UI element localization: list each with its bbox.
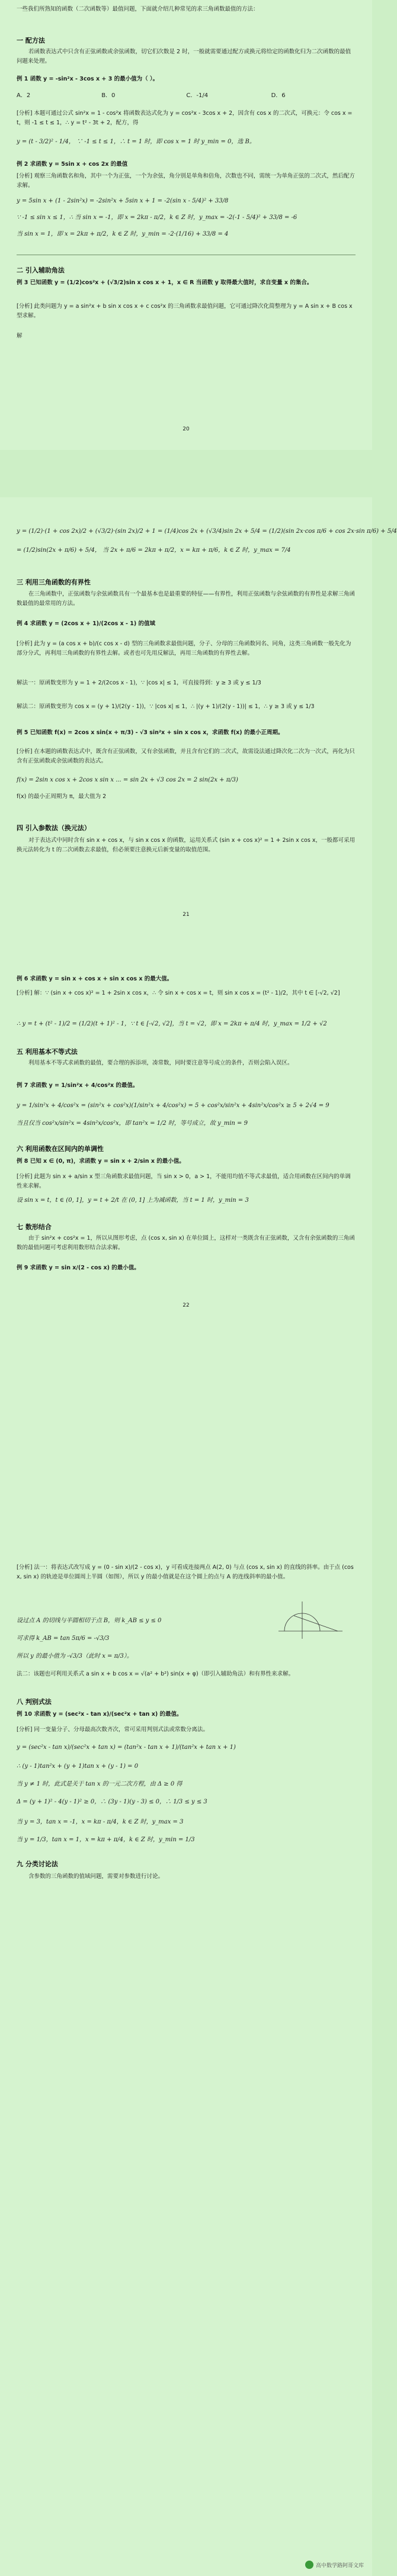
- example-9-eq2: 可求得 k_AB = tan 5π/6 = -√3/3: [17, 1635, 110, 1642]
- section-4-heading: 四 引入参数法（换元法）: [17, 824, 91, 832]
- example-7-eq2: 当且仅当 cos²x/sin²x = 4sin²x/cos²x，即 tan²x = 1/2 时，等号成立，故 y_min = 9: [17, 1120, 248, 1127]
- example-5-result: f(x) 的最小正周期为 π，最大值为 2: [17, 793, 107, 800]
- example-9-analysis-2: 法二：该题也可利用关系式 a sin x + b cos x = √(a² + b²) sin(x + φ)（即引入辅助角法）和有界性来求解。: [17, 1671, 294, 1677]
- example-8-equation: 设 sin x = t，t ∈ (0, 1]，y = t + 2/t 在 (0, 1] 上为减函数，当 t = 1 时，y_min = 3: [17, 1197, 249, 1204]
- example-9-eq3: 所以 y 的最小值为 -√3/3（此时 x = π/3）。: [17, 1653, 133, 1660]
- option-c: C．-1/4: [186, 92, 209, 99]
- example-3-eq1: y = (1/2)·(1 + cos 2x)/2 + (√3/2)·(sin 2x)/2 + 1 = (1/4)cos 2x + (√3/4)sin 2x + 5/4 = (1/2)(sin 2x·cos π/6 + cos 2x·sin π/6) + 5/4: [17, 528, 397, 535]
- watermark: [305, 2561, 364, 2569]
- example-7: 例 7 求函数 y = 1/sin²x + 4/cos²x 的最值。: [17, 1082, 139, 1089]
- example-5-equation: f(x) = 2sin x cos x + 2cos x sin x ... = sin 2x + √3 cos 2x = 2 sin(2x + π/3): [17, 777, 238, 783]
- section-7-heading: 七 数形结合: [17, 1223, 52, 1231]
- example-10: 例 10 求函数 y = (sec²x - tan x)/(sec²x + tan x) 的最值。: [17, 1711, 183, 1718]
- example-9-eq1: 设过点 A 的切线与半圆相切于点 B，则 k_AB ≤ y ≤ 0: [17, 1617, 162, 1624]
- example-7-eq1: y = 1/sin²x + 4/cos²x = (sin²x + cos²x)(1/sin²x + 4/cos²x) = 5 + cos²x/sin²x + 4sin²x/cos²x ≥ 5 + 2√4 = 9: [17, 1102, 329, 1109]
- section-9-heading: 九 分类讨论法: [17, 1860, 58, 1868]
- example-1-equation: y = (t - 3/2)² - 1/4， ∵ -1 ≤ t ≤ 1，∴ t = 1 时，即 cos x = 1 时 y_min = 0，选 B。: [17, 139, 255, 145]
- intro-text: 一些我们所熟知的函数（二次函数等）最值问题，下面就介绍几种常见的求三角函数最值的方法：: [17, 6, 259, 12]
- section-7-desc: 由于 sin²x + cos²x = 1，所以从图形考虑，点 (cos x, sin x) 在单位圆上，这样对一类既含有正弦函数，又含有余弦函数的三角函数的最值问题可考虑利用数形结合法求解。: [17, 1235, 355, 1251]
- example-1-options: [17, 90, 356, 99]
- example-9-analysis: [分析] 法一：将表达式改写成 y = (0 - sin x)/(2 - cos x)，y 可看成连接两点 A(2, 0) 与点 (cos x, sin x) 的直线的斜率。由于点 (cos x, sin x) 的轨迹是单位圆周上半圆（如图），所以 y 的最小值就是在这个圆上的点与 A 的连线斜率的最小值。: [17, 1564, 354, 1580]
- example-10-eq3: 当 y ≠ 1 时，此式是关于 tan x 的一元二次方程，由 Δ ≥ 0 得: [17, 1781, 183, 1787]
- section-5-heading: 五 利用基本不等式法: [17, 1048, 78, 1056]
- example-5: 例 5 已知函数 f(x) = 2cos x sin(x + π/3) - √3 sin²x + sin x cos x，求函数 f(x) 的最小正周期。: [17, 729, 284, 736]
- section-3-heading: 三 利用三角函数的有界性: [17, 578, 91, 586]
- page-number: 21: [183, 912, 190, 918]
- example-1: 例 1 函数 y = -sin²x - 3cos x + 3 的最小值为（ ）。: [17, 76, 159, 82]
- option-b: B．0: [101, 92, 116, 99]
- option-d: D．6: [271, 92, 286, 99]
- example-3-analysis: [分析] 此类问题为 y = a sin²x + b sin x cos x + c cos²x 的三角函数求最值问题，它可通过降次化简整理为 y = A sin x + B cos x 型求解。: [17, 303, 353, 319]
- section-1-heading: 一 配方法: [17, 37, 45, 44]
- section-1-desc: 若函数表达式中只含有正弦函数或余弦函数，切它们次数是 2 时，一般就需要通过配方或换元将给定的函数化归为二次函数的最值问题来处理。: [17, 49, 351, 65]
- example-9: 例 9 求函数 y = sin x/(2 - cos x) 的最小值。: [17, 1265, 140, 1271]
- section-4-desc: 对于表达式中同时含有 sin x + cos x，与 sin x cos x 的函数，运用关系式 (sin x + cos x)² = 1 + 2sin x cos x，一般都可采用换元法转化为 t 的二次函数去求最值，但必须要注意换元后新变量的取值范围。: [17, 837, 355, 853]
- section-5-desc: 利用基本不等式求函数的最值，要合理的拆添项，凑常数，同时要注意等号成立的条件，否则会陷入误区。: [28, 1060, 293, 1066]
- example-4-solution-2: 解法二：原函数变形为 cos x = (y + 1)/(2(y - 1))，∵ |cos x| ≤ 1，∴ |(y + 1)/(2(y - 1))| ≤ 1，∴ y ≥ 3 或 y ≤ 1/3: [17, 703, 315, 710]
- wechat-icon: [305, 2561, 313, 2569]
- section-3-desc: 在三角函数中，正弦函数与余弦函数具有一个最基本也是最重要的特征——有界性，利用正弦函数与余弦函数的有界性是求解三角函数最值的最常用的方法。: [17, 591, 356, 607]
- example-2-eq2: ∵ -1 ≤ sin x ≤ 1，∴ 当 sin x = -1，即 x = 2kπ - π/2，k ∈ Z 时，y_max = -2(-1 - 5/4)² + 33/8 = -6: [17, 214, 297, 221]
- example-8-analysis: [分析] 此题为 sin x + a/sin x 型三角函数求最值问题，当 sin x > 0，a > 1，不能用均值不等式求最值，适合用函数在区间内的单调性来求解。: [17, 1173, 351, 1189]
- example-2-eq1: y = 5sin x + (1 - 2sin²x) = -2sin²x + 5sin x + 1 = -2(sin x - 5/4)² + 33/8: [17, 198, 229, 204]
- example-10-eq1: y = (sec²x - tan x)/(sec²x + tan x) = (tan²x - tan x + 1)/(tan²x + tan x + 1): [17, 1744, 236, 1751]
- example-8: 例 8 已知 x ∈ (0, π)，求函数 y = sin x + 2/sin x 的最小值。: [17, 1158, 185, 1165]
- example-4-analysis: [分析] 此为 y = (a cos x + b)/(c cos x - d) 型的三角函数求最值问题，分子、分母的三角函数同名、同角，这类三角函数一般先化为部分分式，再利用三角函数的有界性去解。或者也可先用反解法，再用三角函数的有界性去解。: [17, 641, 351, 657]
- example-6-equation: ∴ y = t + (t² - 1)/2 = (1/2)(t + 1)² - 1，∵ t ∈ [-√2, √2]，当 t = √2，即 x = 2kπ + π/4 时，y_max = 1/2 + √2: [17, 1021, 327, 1027]
- example-10-eq2: ∴ (y - 1)tan²x + (y + 1)tan x + (y - 1) = 0: [17, 1763, 139, 1770]
- example-4-solution-1: 解法一：原函数变形为 y = 1 + 2/(2cos x - 1)，∵ |cos x| ≤ 1，可直接得到：y ≥ 3 或 y ≤ 1/3: [17, 680, 261, 686]
- section-9-desc: 含参数的三角函数的值域问题，需要对参数进行讨论。: [28, 1873, 164, 1880]
- option-a: A．2: [17, 92, 31, 99]
- example-6: 例 6 求函数 y = sin x + cos x + sin x cos x 的最大值。: [17, 976, 173, 982]
- example-1-analysis: [分析] 本题可通过公式 sin²x = 1 - cos²x 将函数表达式化为 y = cos²x - 3cos x + 2，因含有 cos x 的二次式，可换元：令 cos x = t，则 -1 ≤ t ≤ 1，∴ y = t² - 3t + 2，配方，得: [17, 110, 353, 126]
- example-10-eq4: Δ = (y + 1)² - 4(y - 1)² ≥ 0，∴ (3y - 1)(y - 3) ≤ 0，∴ 1/3 ≤ y ≤ 3: [17, 1799, 207, 1805]
- example-4: 例 4 求函数 y = (2cos x + 1)/(2cos x - 1) 的值域: [17, 620, 156, 627]
- example-3-solution-label: 解: [17, 333, 23, 339]
- example-3: 例 3 已知函数 y = (1/2)cos²x + (√3/2)sin x cos x + 1，x ∈ R 当函数 y 取得最大值时，求自变量 x 的集合。: [17, 279, 313, 286]
- example-10-analysis: [分析] 同一变量分子、分母最高次数齐次，常可采用判别式法或常数分离法。: [17, 1726, 209, 1733]
- page-1: [0, 0, 372, 450]
- page-number: 22: [183, 1303, 190, 1308]
- section-2-heading: 二 引入辅助角法: [17, 266, 65, 274]
- watermark-text: 高中数学路阿哥文库: [315, 2562, 364, 2569]
- example-2-analysis: [分析] 观察三角函数名和角，其中一个为正弦，一个为余弦，角分别是单角和倍角，次数也不同，需统一为单角正弦的二次式，然后配方求解。: [17, 173, 355, 189]
- page-number: 20: [183, 426, 190, 432]
- example-3-eq2: = (1/2)sin(2x + π/6) + 5/4， 当 2x + π/6 = 2kπ + π/2，x = kπ + π/6，k ∈ Z 时，y_max = 7/4: [17, 547, 291, 554]
- example-5-analysis: [分析] 在本题的函数表达式中，既含有正弦函数，又有余弦函数，并且含有它们的二次式，故需设法通过降次化二次为一次式，再化为只含有正弦函数或余弦函数的表达式。: [17, 748, 355, 764]
- section-8-heading: 八 判别式法: [17, 1698, 52, 1706]
- page-4: [0, 1551, 372, 2576]
- example-2: 例 2 求函数 y = 5sin x + cos 2x 的最值: [17, 161, 128, 168]
- example-2-eq3: 当 sin x = 1，即 x = 2kπ + π/2，k ∈ Z 时，y_min = -2·(1/16) + 33/8 = 4: [17, 231, 229, 237]
- example-6-analysis: [分析] 解：∵ (sin x + cos x)² = 1 + 2sin x cos x，∴ 令 sin x + cos x = t，则 sin x cos x = (t² - 1)/2，其中 t ∈ [-√2, √2]: [17, 990, 340, 996]
- section-6-heading: 六 利用函数在区间内的单调性: [17, 1145, 104, 1153]
- example-10-eq5: 当 y = 3，tan x = -1，x = kπ - π/4，k ∈ Z 时，y_max = 3: [17, 1819, 184, 1825]
- example-10-eq6: 当 y = 1/3，tan x = 1，x = kπ + π/4，k ∈ Z 时，y_min = 1/3: [17, 1837, 195, 1843]
